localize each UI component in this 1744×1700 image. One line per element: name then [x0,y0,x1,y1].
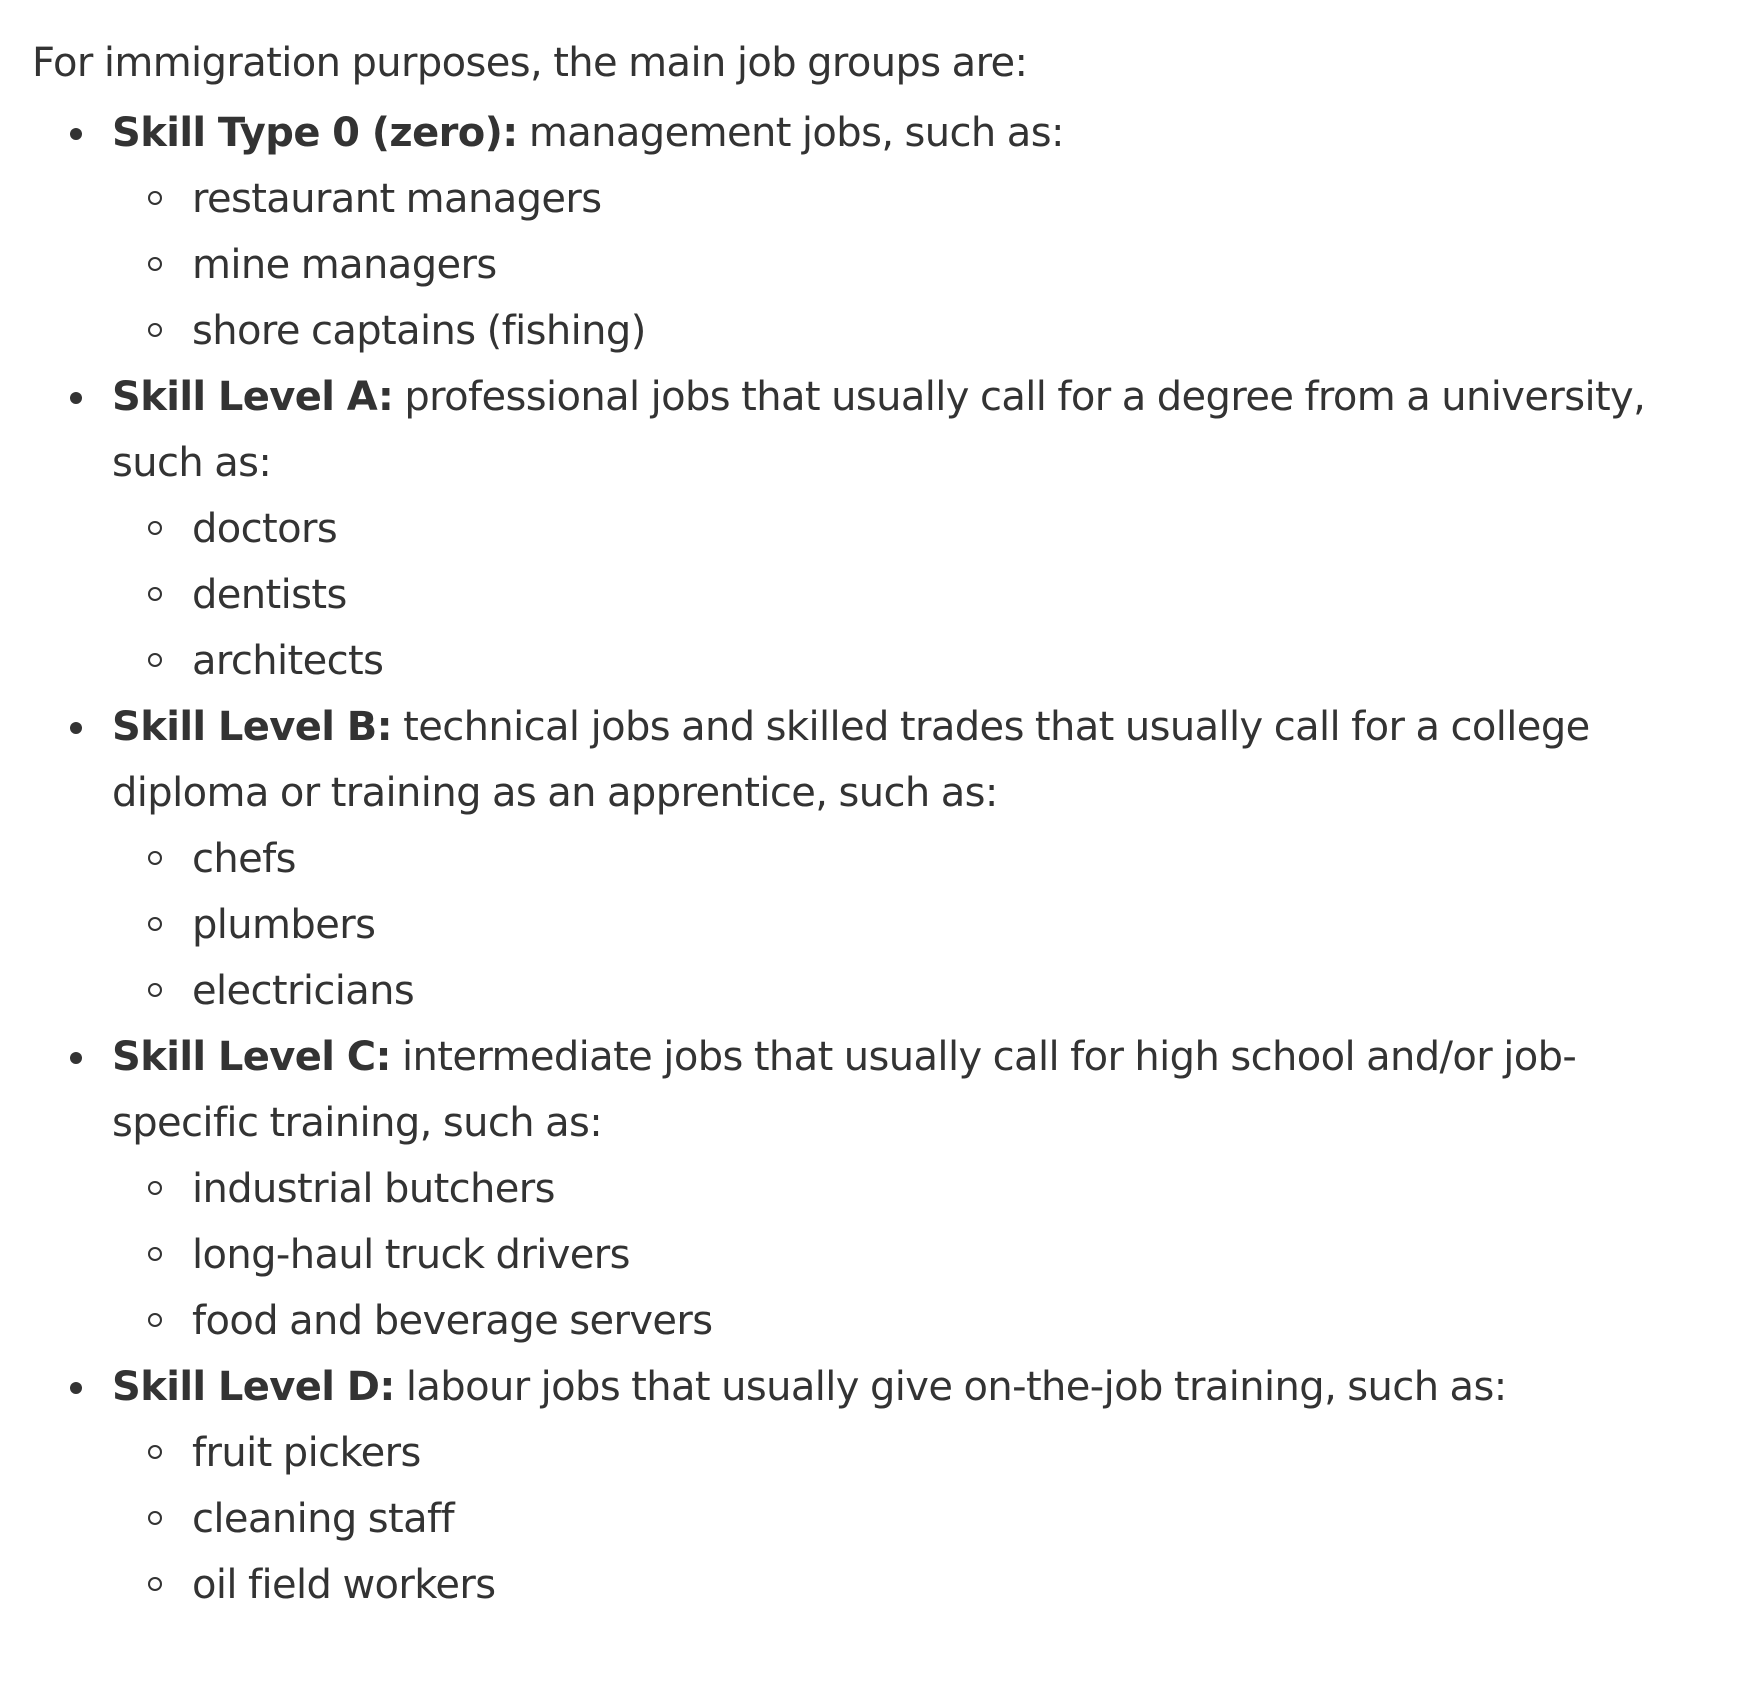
intro-text: For immigration purposes, the main job groups are: [32,40,1028,86]
group-description: professional jobs that usually call for a degree from a university, such as: [112,374,1646,486]
example-item [112,1486,1712,1552]
circle-bullet-icon [148,1577,162,1591]
group-description: labour jobs that usually give on-the-job training, such as: [394,1364,1507,1410]
group-term: Skill Level B: [112,704,393,750]
circle-bullet-icon [148,257,162,271]
group-term: Skill Level A: [112,374,394,420]
example-item [112,958,1712,1024]
example-text: dentists [192,572,347,618]
example-text: cleaning staff [192,1496,454,1542]
example-text: restaurant managers [192,176,602,222]
circle-bullet-icon [148,1511,162,1525]
example-text: plumbers [192,902,376,948]
example-item [112,826,1712,892]
circle-bullet-icon [148,1181,162,1195]
examples-list [112,1156,1712,1354]
example-item [112,496,1712,562]
example-text: food and beverage servers [192,1298,713,1344]
example-item [112,166,1712,232]
example-item [112,892,1712,958]
bullet-icon [70,392,82,404]
example-text: chefs [192,836,296,882]
circle-bullet-icon [148,917,162,931]
circle-bullet-icon [148,587,162,601]
bullet-icon [70,128,82,140]
example-item [112,1156,1712,1222]
group-term: Skill Level C: [112,1034,391,1080]
example-text: electricians [192,968,415,1014]
group-term: Skill Level D: [112,1364,395,1410]
bullet-icon [70,1052,82,1064]
circle-bullet-icon [148,191,162,205]
job-group-item [32,100,1712,364]
example-item [112,232,1712,298]
example-item [112,1552,1712,1618]
bullet-icon [70,1382,82,1394]
examples-list [112,826,1712,1024]
example-text: long-haul truck drivers [192,1232,630,1278]
job-group-item [32,364,1712,694]
example-text: industrial butchers [192,1166,555,1212]
group-description: management jobs, such as: [517,110,1064,156]
example-item [112,1222,1712,1288]
example-text: fruit pickers [192,1430,421,1476]
circle-bullet-icon [148,323,162,337]
example-item [112,628,1712,694]
job-groups-list [32,100,1712,1618]
job-group-item [32,694,1712,1024]
job-group-item [32,1354,1712,1618]
example-item [112,1288,1712,1354]
examples-list [112,166,1712,364]
circle-bullet-icon [148,1247,162,1261]
job-groups-content [32,30,1712,1618]
circle-bullet-icon [148,983,162,997]
group-description: technical jobs and skilled trades that usually call for a college diploma or training as an apprentice, such as: [112,704,1590,816]
example-item [112,562,1712,628]
example-text: shore captains (fishing) [192,308,646,354]
circle-bullet-icon [148,521,162,535]
example-item [112,298,1712,364]
example-text: oil field workers [192,1562,496,1608]
job-group-item [32,1024,1712,1354]
circle-bullet-icon [148,653,162,667]
bullet-icon [70,722,82,734]
example-text: mine managers [192,242,497,288]
circle-bullet-icon [148,851,162,865]
group-term: Skill Type 0 (zero): [112,110,518,156]
examples-list [112,496,1712,694]
examples-list [112,1420,1712,1618]
example-text: doctors [192,506,338,552]
circle-bullet-icon [148,1445,162,1459]
example-item [112,1420,1712,1486]
circle-bullet-icon [148,1313,162,1327]
group-description: intermediate jobs that usually call for high school and/or job-specific training, such as: [112,1034,1577,1146]
example-text: architects [192,638,384,684]
